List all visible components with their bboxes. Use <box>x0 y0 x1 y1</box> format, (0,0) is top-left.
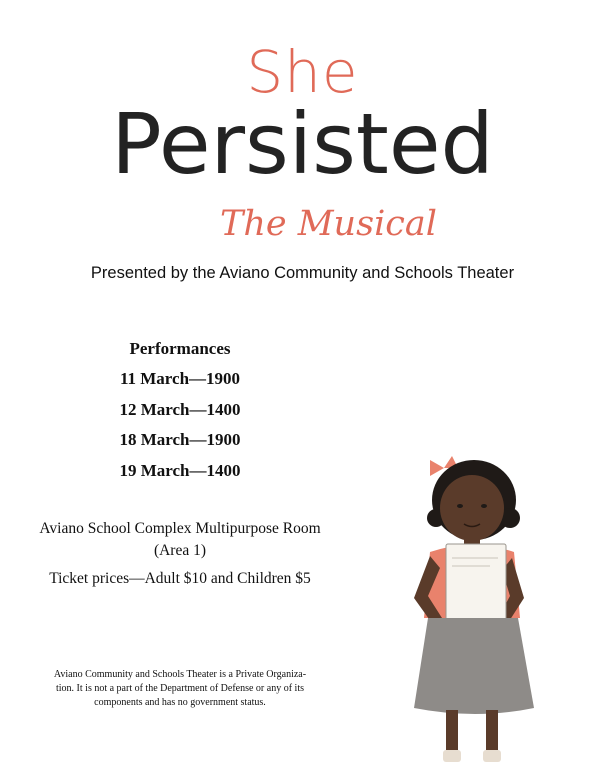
ticket-prices: Ticket prices—Adult $10 and Children $5 <box>49 570 311 587</box>
venue-name: Aviano School Complex Multipurpose Room <box>39 520 321 537</box>
book-icon <box>446 544 506 626</box>
performance-date: 12 March—1400 <box>119 399 241 419</box>
face-icon <box>440 475 504 541</box>
performance-date: 11 March—1900 <box>119 369 241 388</box>
performances-block <box>60 338 300 490</box>
presented-by-line: Presented by the Aviano Community and Schools Theater <box>90 264 515 282</box>
venue-area: (Area 1) <box>153 542 207 559</box>
title-she: She <box>246 38 359 106</box>
skirt-icon <box>414 618 534 714</box>
performance-date: 19 March—1400 <box>119 460 241 480</box>
girl-holding-book-icon <box>400 448 550 773</box>
disclaimer <box>0 668 360 710</box>
performance-date: 18 March—1900 <box>119 430 241 449</box>
disclaimer-line: tion. It is not a part of the Department of Defense or any of its <box>56 683 304 694</box>
disclaimer-line: components and has no government status. <box>94 697 266 708</box>
title-the-musical: The Musical <box>220 204 437 244</box>
performances-heading: Performances <box>129 339 231 358</box>
title-persisted: Persisted <box>111 95 494 193</box>
disclaimer-line: Aviano Community and Schools Theater is a Private Organiza- <box>53 669 307 680</box>
venue-block <box>0 518 360 590</box>
